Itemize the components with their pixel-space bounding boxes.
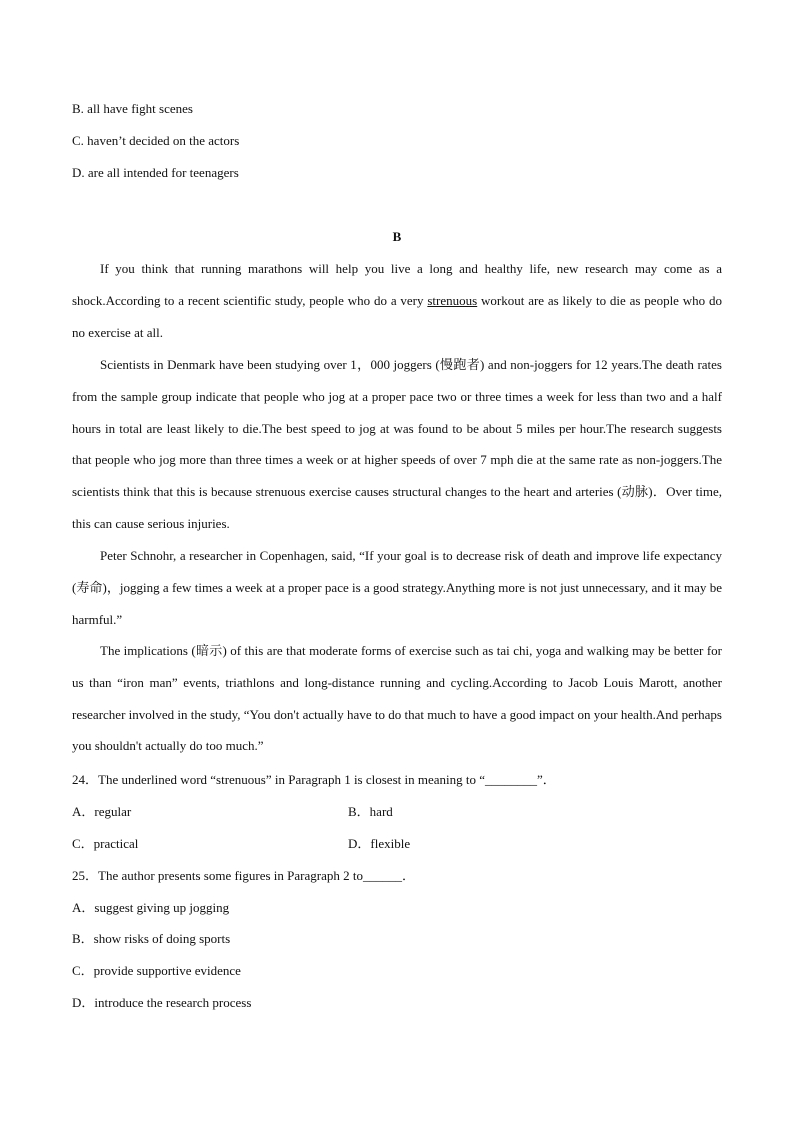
question-25-option-b: B．show risks of doing sports: [72, 931, 231, 946]
question-24-options-row-1: [72, 801, 722, 820]
question-24-option-a: A．regular: [72, 804, 132, 819]
paragraph-3: Peter Schnohr, a researcher in Copenhagen, said, “If your goal is to decrease risk of death and improve life expectancy (寿命)，jogging a few times a week at a proper pace is a good strategy.Anything more is not just unnecessary, and it may be harmful.”: [72, 548, 722, 627]
question-24-stem: 24．The underlined word “strenuous” in Paragraph 1 is closest in meaning to “________”．: [72, 772, 556, 787]
question-24-option-b: B．hard: [348, 804, 393, 819]
prev-option-b: B. all have fight scenes: [72, 101, 193, 116]
paragraph-1-end: workout are as likely to die as people who do no exercise at all.: [72, 292, 723, 340]
underlined-word: strenuous: [427, 292, 478, 308]
paragraph-1: [72, 253, 722, 348]
paragraph-1-start: If you think that running marathons will help you live a long and healthy life, new research may come as a shock.According to a recent scientific study, people who do a very: [72, 261, 722, 308]
paragraph-2: Scientists in Denmark have been studying over 1，000 joggers (慢跑者) and non-joggers for 12 years.The death rates from the sample group indicate that people who jog at a proper pace two or three times a week for less than two and a half hours in total are least likely to die.The best speed to jog at was found to be about 5 miles per hour.The research suggests that people who jog more than three times a week or at higher speeds of over 7 mph die at the same rate as non-joggers.The scientists think that this is because strenuous exercise causes structural changes to the heart and arteries (动脉)．Over time, this can cause serious injuries.: [72, 357, 722, 531]
question-25-option-a: A．suggest giving up jogging: [72, 900, 230, 915]
question-24-option-c: C．practical: [72, 836, 139, 851]
prev-option-d: D. are all intended for teenagers: [72, 165, 239, 180]
section-heading: B: [392, 229, 402, 244]
question-24-options-row-2: [72, 833, 722, 852]
question-24-option-d: D．flexible: [348, 836, 411, 851]
question-25-stem: 25．The author presents some figures in Paragraph 2 to______．: [72, 868, 415, 883]
question-25-option-c: C．provide supportive evidence: [72, 963, 241, 978]
prev-option-c: C. haven’t decided on the actors: [72, 133, 240, 148]
paragraph-4: The implications (暗示) of this are that moderate forms of exercise such as tai chi, yoga and walking may be better for us than “iron man” events, triathlons and long-distance running and cycling.According to Jacob Louis Marott, another researcher involved in the study, “You don't actually have to do that much to have a good impact on your health.And perhaps you shouldn't actually do too much.”: [72, 643, 722, 754]
question-25-option-d: D．introduce the research process: [72, 995, 252, 1010]
